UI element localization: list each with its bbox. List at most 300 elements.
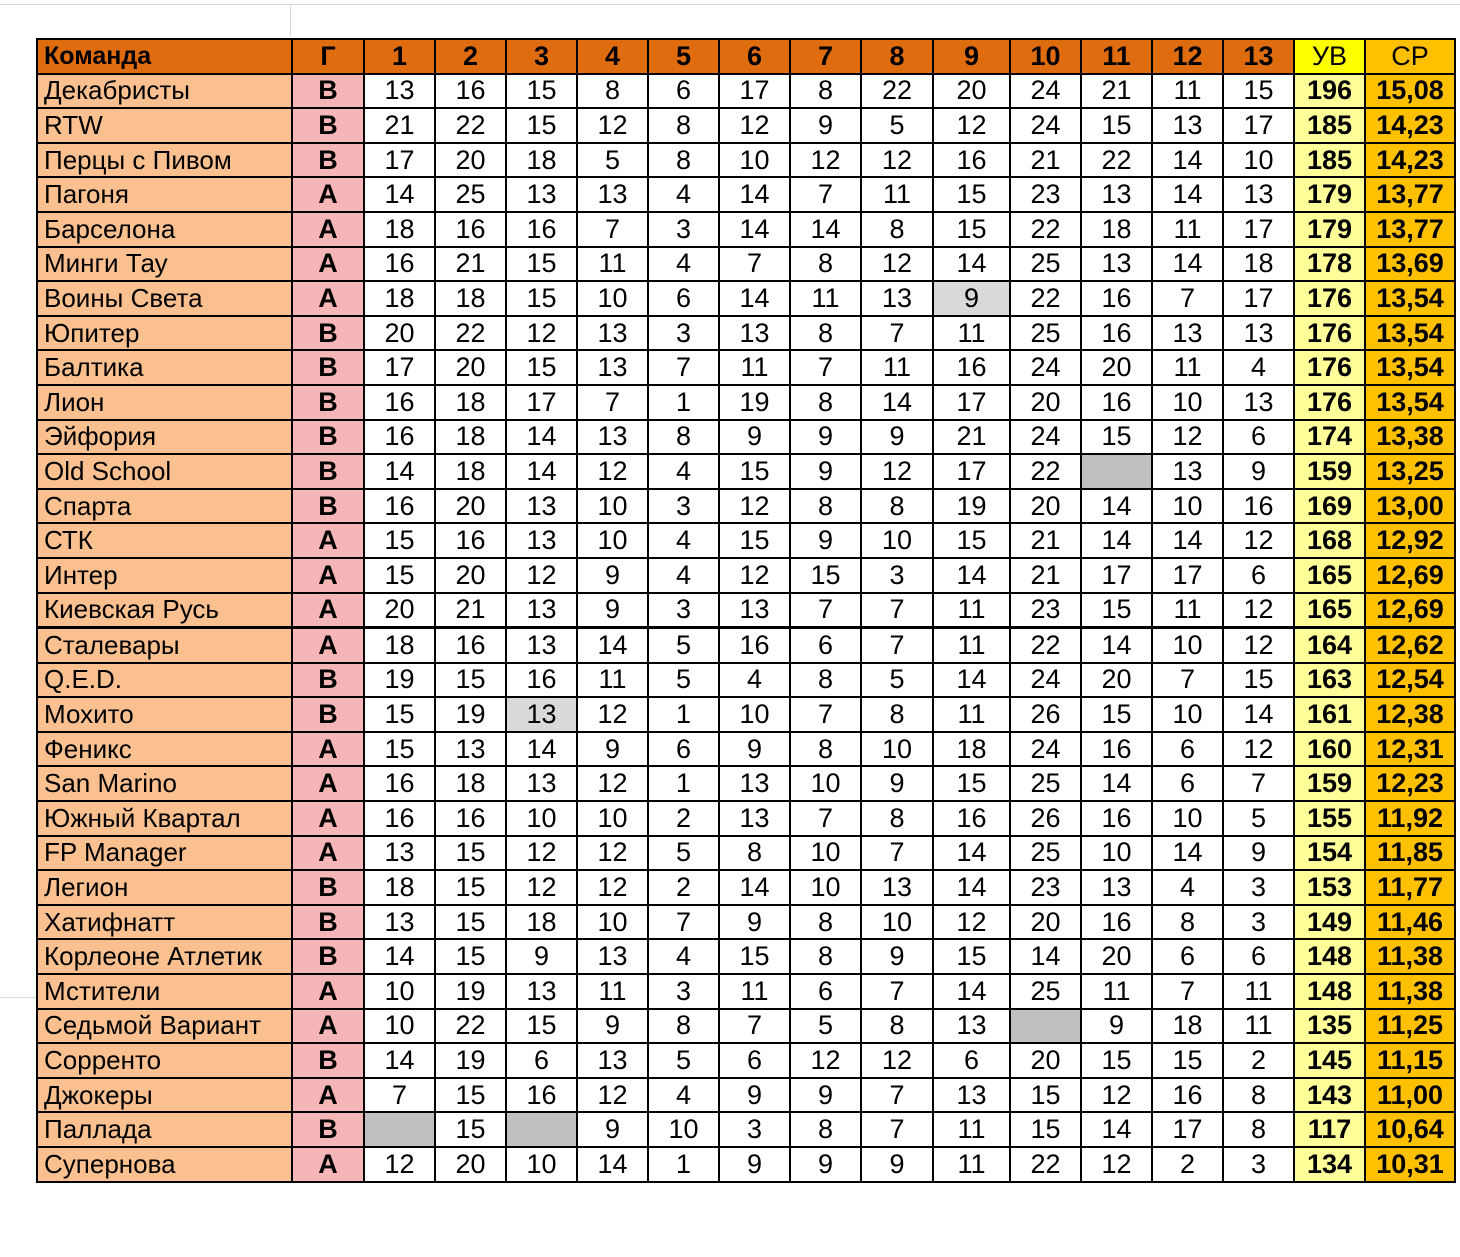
score-cell[interactable]: 12 xyxy=(719,108,790,143)
uv-total-cell[interactable]: 159 xyxy=(1294,454,1365,489)
score-cell[interactable]: 21 xyxy=(933,420,1010,455)
score-cell[interactable]: 8 xyxy=(1223,1078,1294,1113)
score-cell[interactable]: 11 xyxy=(790,281,861,316)
score-cell[interactable]: 22 xyxy=(1010,454,1081,489)
score-cell[interactable]: 10 xyxy=(577,523,648,558)
sr-average-cell[interactable]: 10,31 xyxy=(1365,1147,1455,1182)
score-cell[interactable]: 8 xyxy=(790,939,861,974)
score-cell[interactable]: 14 xyxy=(1152,177,1223,212)
team-name-cell[interactable]: Легион xyxy=(37,870,292,905)
score-cell[interactable]: 9 xyxy=(790,523,861,558)
round-column-header[interactable]: 1 xyxy=(364,39,435,74)
round-column-header[interactable]: 12 xyxy=(1152,39,1223,74)
score-cell[interactable]: 12 xyxy=(719,558,790,593)
score-cell[interactable]: 11 xyxy=(861,350,933,385)
uv-total-cell[interactable]: 160 xyxy=(1294,732,1365,767)
score-cell[interactable]: 5 xyxy=(648,836,719,871)
score-cell[interactable]: 9 xyxy=(861,1147,933,1182)
score-cell[interactable]: 13 xyxy=(1223,316,1294,351)
score-cell[interactable]: 11 xyxy=(719,350,790,385)
score-cell[interactable]: 19 xyxy=(435,697,506,732)
team-name-cell[interactable]: Джокеры xyxy=(37,1078,292,1113)
score-cell[interactable]: 14 xyxy=(861,385,933,420)
score-cell[interactable]: 16 xyxy=(364,247,435,282)
uv-total-cell[interactable]: 176 xyxy=(1294,316,1365,351)
group-cell[interactable]: А xyxy=(292,1147,364,1182)
score-cell[interactable]: 21 xyxy=(1010,523,1081,558)
score-cell[interactable]: 6 xyxy=(648,281,719,316)
round-column-header[interactable]: 2 xyxy=(435,39,506,74)
score-cell[interactable]: 19 xyxy=(435,1043,506,1078)
score-cell[interactable]: 15 xyxy=(1223,74,1294,109)
score-cell[interactable]: 15 xyxy=(506,108,577,143)
score-cell[interactable]: 13 xyxy=(506,766,577,801)
score-cell[interactable]: 15 xyxy=(435,939,506,974)
score-cell[interactable]: 16 xyxy=(1081,316,1152,351)
group-cell[interactable]: А xyxy=(292,836,364,871)
score-cell[interactable]: 9 xyxy=(577,593,648,628)
score-cell[interactable]: 14 xyxy=(1223,697,1294,732)
score-cell[interactable]: 13 xyxy=(719,316,790,351)
score-cell[interactable]: 15 xyxy=(506,281,577,316)
score-cell[interactable]: 12 xyxy=(719,489,790,524)
score-cell[interactable]: 12 xyxy=(1152,420,1223,455)
uv-total-cell[interactable]: 155 xyxy=(1294,801,1365,836)
score-cell[interactable]: 23 xyxy=(1010,593,1081,628)
team-name-cell[interactable]: Лион xyxy=(37,385,292,420)
round-column-header[interactable]: 6 xyxy=(719,39,790,74)
sr-average-cell[interactable]: 13,54 xyxy=(1365,350,1455,385)
score-cell[interactable]: 20 xyxy=(364,593,435,628)
score-cell[interactable]: 7 xyxy=(1223,766,1294,801)
score-cell[interactable]: 15 xyxy=(506,1009,577,1044)
sr-column-header[interactable]: СР xyxy=(1365,39,1455,74)
sr-average-cell[interactable]: 10,64 xyxy=(1365,1112,1455,1147)
score-cell[interactable]: 5 xyxy=(648,663,719,698)
score-cell[interactable]: 13 xyxy=(364,74,435,109)
score-cell[interactable]: 14 xyxy=(577,628,648,663)
sr-average-cell[interactable]: 12,69 xyxy=(1365,558,1455,593)
group-cell[interactable]: В xyxy=(292,870,364,905)
team-name-cell[interactable]: Воины Света xyxy=(37,281,292,316)
score-cell[interactable]: 17 xyxy=(933,454,1010,489)
round-column-header[interactable]: 10 xyxy=(1010,39,1081,74)
score-cell[interactable]: 8 xyxy=(1152,905,1223,940)
score-cell[interactable]: 3 xyxy=(1223,905,1294,940)
score-cell[interactable]: 14 xyxy=(933,663,1010,698)
score-cell[interactable]: 10 xyxy=(577,905,648,940)
score-cell[interactable]: 3 xyxy=(648,212,719,247)
score-cell[interactable]: 12 xyxy=(577,454,648,489)
score-cell[interactable]: 12 xyxy=(577,697,648,732)
sr-average-cell[interactable]: 13,69 xyxy=(1365,247,1455,282)
score-cell[interactable]: 7 xyxy=(861,836,933,871)
sr-average-cell[interactable]: 11,85 xyxy=(1365,836,1455,871)
team-name-cell[interactable]: Пагоня xyxy=(37,177,292,212)
score-cell[interactable]: 16 xyxy=(435,212,506,247)
score-cell[interactable]: 18 xyxy=(435,385,506,420)
score-cell[interactable]: 16 xyxy=(1081,281,1152,316)
score-cell[interactable]: 23 xyxy=(1010,870,1081,905)
score-cell[interactable]: 16 xyxy=(506,212,577,247)
score-cell[interactable]: 16 xyxy=(506,663,577,698)
team-name-cell[interactable]: Спарта xyxy=(37,489,292,524)
score-cell[interactable]: 13 xyxy=(1081,870,1152,905)
score-cell[interactable]: 7 xyxy=(790,350,861,385)
score-cell[interactable]: 16 xyxy=(435,628,506,663)
team-name-cell[interactable]: Седьмой Вариант xyxy=(37,1009,292,1044)
round-column-header[interactable]: 11 xyxy=(1081,39,1152,74)
score-cell[interactable]: 12 xyxy=(364,1147,435,1182)
score-cell[interactable]: 13 xyxy=(577,1043,648,1078)
score-cell[interactable]: 16 xyxy=(1081,732,1152,767)
score-cell[interactable]: 12 xyxy=(1081,1078,1152,1113)
team-name-cell[interactable]: Корлеоне Атлетик xyxy=(37,939,292,974)
score-cell[interactable]: 12 xyxy=(1223,593,1294,628)
score-cell[interactable]: 18 xyxy=(1223,247,1294,282)
group-cell[interactable]: А xyxy=(292,212,364,247)
score-cell[interactable]: 7 xyxy=(790,697,861,732)
score-cell[interactable]: 17 xyxy=(364,350,435,385)
score-cell[interactable]: 8 xyxy=(790,663,861,698)
group-cell[interactable]: В xyxy=(292,939,364,974)
score-cell[interactable]: 5 xyxy=(790,1009,861,1044)
score-cell[interactable]: 7 xyxy=(790,177,861,212)
score-cell[interactable]: 3 xyxy=(1223,1147,1294,1182)
score-cell[interactable]: 18 xyxy=(364,628,435,663)
score-cell[interactable]: 14 xyxy=(790,212,861,247)
score-cell[interactable]: 15 xyxy=(435,870,506,905)
score-cell[interactable]: 13 xyxy=(933,1009,1010,1044)
team-name-cell[interactable]: San Marino xyxy=(37,766,292,801)
score-cell[interactable]: 15 xyxy=(364,697,435,732)
score-cell[interactable]: 15 xyxy=(1081,420,1152,455)
group-cell[interactable]: В xyxy=(292,1043,364,1078)
uv-total-cell[interactable]: 165 xyxy=(1294,593,1365,628)
score-cell[interactable]: 8 xyxy=(790,316,861,351)
round-column-header[interactable]: 3 xyxy=(506,39,577,74)
score-cell[interactable]: 6 xyxy=(1152,732,1223,767)
score-cell[interactable]: 9 xyxy=(719,1078,790,1113)
uv-total-cell[interactable]: 165 xyxy=(1294,558,1365,593)
uv-total-cell[interactable]: 145 xyxy=(1294,1043,1365,1078)
score-cell[interactable]: 20 xyxy=(1010,905,1081,940)
score-cell[interactable]: 15 xyxy=(933,523,1010,558)
score-cell[interactable]: 8 xyxy=(577,74,648,109)
score-cell[interactable]: 1 xyxy=(648,1147,719,1182)
score-cell[interactable]: 16 xyxy=(435,523,506,558)
score-cell[interactable]: 9 xyxy=(577,558,648,593)
score-cell[interactable]: 21 xyxy=(364,108,435,143)
uv-total-cell[interactable]: 179 xyxy=(1294,177,1365,212)
score-cell[interactable]: 7 xyxy=(790,801,861,836)
score-cell[interactable]: 5 xyxy=(1223,801,1294,836)
score-cell[interactable]: 16 xyxy=(1081,905,1152,940)
uv-total-cell[interactable]: 174 xyxy=(1294,420,1365,455)
score-cell[interactable]: 19 xyxy=(933,489,1010,524)
score-cell[interactable]: 10 xyxy=(1152,801,1223,836)
score-cell[interactable]: 2 xyxy=(1152,1147,1223,1182)
score-cell[interactable]: 5 xyxy=(861,108,933,143)
score-cell[interactable]: 7 xyxy=(861,316,933,351)
score-cell[interactable]: 14 xyxy=(364,1043,435,1078)
score-cell[interactable]: 10 xyxy=(861,905,933,940)
group-cell[interactable]: А xyxy=(292,766,364,801)
score-cell[interactable]: 10 xyxy=(648,1112,719,1147)
score-cell[interactable]: 7 xyxy=(1152,974,1223,1009)
score-cell[interactable]: 12 xyxy=(861,454,933,489)
score-cell[interactable]: 14 xyxy=(364,454,435,489)
score-cell[interactable]: 12 xyxy=(1223,732,1294,767)
score-cell[interactable]: 16 xyxy=(435,74,506,109)
group-cell[interactable]: В xyxy=(292,1112,364,1147)
score-cell[interactable]: 17 xyxy=(364,143,435,178)
score-cell[interactable]: 3 xyxy=(648,316,719,351)
score-cell[interactable]: 14 xyxy=(364,177,435,212)
sr-average-cell[interactable]: 13,38 xyxy=(1365,420,1455,455)
score-cell[interactable]: 10 xyxy=(1152,489,1223,524)
team-name-cell[interactable]: Супернова xyxy=(37,1147,292,1182)
sr-average-cell[interactable]: 13,54 xyxy=(1365,316,1455,351)
team-name-cell[interactable]: Феникс xyxy=(37,732,292,767)
score-cell[interactable]: 4 xyxy=(1152,870,1223,905)
score-cell[interactable]: 10 xyxy=(790,766,861,801)
score-cell[interactable]: 12 xyxy=(1081,1147,1152,1182)
score-cell[interactable]: 8 xyxy=(1223,1112,1294,1147)
team-name-cell[interactable]: Мстители xyxy=(37,974,292,1009)
score-cell[interactable]: 13 xyxy=(506,523,577,558)
score-cell[interactable]: 16 xyxy=(719,628,790,663)
score-cell[interactable]: 10 xyxy=(1152,697,1223,732)
team-name-cell[interactable]: Декабристы xyxy=(37,74,292,109)
score-cell[interactable]: 7 xyxy=(719,247,790,282)
score-cell[interactable]: 12 xyxy=(506,836,577,871)
score-cell[interactable]: 8 xyxy=(648,420,719,455)
group-cell[interactable]: В xyxy=(292,663,364,698)
score-cell[interactable]: 6 xyxy=(1223,939,1294,974)
group-cell[interactable]: А xyxy=(292,593,364,628)
score-cell[interactable]: 12 xyxy=(577,108,648,143)
score-cell[interactable]: 2 xyxy=(648,801,719,836)
score-cell[interactable]: 14 xyxy=(933,974,1010,1009)
score-cell[interactable]: 15 xyxy=(435,1078,506,1113)
score-cell[interactable]: 9 xyxy=(577,1009,648,1044)
sr-average-cell[interactable]: 12,92 xyxy=(1365,523,1455,558)
score-cell[interactable]: 20 xyxy=(1081,350,1152,385)
team-name-cell[interactable]: Киевская Русь xyxy=(37,593,292,628)
score-cell[interactable]: 14 xyxy=(933,870,1010,905)
score-cell[interactable]: 24 xyxy=(1010,74,1081,109)
score-cell[interactable]: 20 xyxy=(933,74,1010,109)
score-cell[interactable]: 22 xyxy=(435,1009,506,1044)
group-cell[interactable]: А xyxy=(292,523,364,558)
score-cell[interactable]: 18 xyxy=(364,281,435,316)
uv-total-cell[interactable]: 154 xyxy=(1294,836,1365,871)
score-cell[interactable]: 14 xyxy=(1081,523,1152,558)
score-cell[interactable]: 14 xyxy=(933,247,1010,282)
score-cell[interactable]: 21 xyxy=(435,593,506,628)
score-cell[interactable]: 13 xyxy=(577,420,648,455)
score-cell[interactable]: 17 xyxy=(1152,1112,1223,1147)
group-cell[interactable]: А xyxy=(292,177,364,212)
score-cell[interactable]: 15 xyxy=(719,523,790,558)
team-name-cell[interactable]: Хатифнатт xyxy=(37,905,292,940)
score-cell[interactable]: 13 xyxy=(364,905,435,940)
score-cell[interactable]: 7 xyxy=(364,1078,435,1113)
score-cell[interactable]: 12 xyxy=(790,1043,861,1078)
score-cell[interactable]: 12 xyxy=(861,247,933,282)
score-cell[interactable]: 4 xyxy=(1223,350,1294,385)
score-cell[interactable]: 8 xyxy=(790,489,861,524)
score-cell[interactable]: 17 xyxy=(719,74,790,109)
score-cell[interactable]: 8 xyxy=(648,143,719,178)
score-cell[interactable]: 15 xyxy=(1081,1043,1152,1078)
score-cell[interactable]: 6 xyxy=(1152,939,1223,974)
score-cell[interactable]: 13 xyxy=(1223,177,1294,212)
score-cell[interactable]: 12 xyxy=(790,143,861,178)
score-cell[interactable]: 13 xyxy=(1152,108,1223,143)
score-cell[interactable]: 15 xyxy=(1081,108,1152,143)
score-cell[interactable]: 9 xyxy=(719,905,790,940)
score-cell[interactable]: 14 xyxy=(506,454,577,489)
score-cell[interactable] xyxy=(506,1112,577,1147)
score-cell[interactable]: 13 xyxy=(1152,316,1223,351)
sr-average-cell[interactable]: 15,08 xyxy=(1365,74,1455,109)
score-cell[interactable]: 8 xyxy=(861,801,933,836)
score-cell[interactable]: 15 xyxy=(790,558,861,593)
score-cell[interactable]: 13 xyxy=(364,836,435,871)
score-cell[interactable]: 21 xyxy=(1010,143,1081,178)
score-cell[interactable]: 4 xyxy=(648,1078,719,1113)
score-cell[interactable]: 13 xyxy=(719,801,790,836)
team-name-cell[interactable]: Old School xyxy=(37,454,292,489)
score-cell[interactable]: 11 xyxy=(1152,212,1223,247)
score-cell[interactable]: 18 xyxy=(364,870,435,905)
score-cell[interactable]: 11 xyxy=(577,974,648,1009)
score-cell[interactable]: 4 xyxy=(648,939,719,974)
score-cell[interactable]: 3 xyxy=(648,489,719,524)
sr-average-cell[interactable]: 13,77 xyxy=(1365,177,1455,212)
score-cell[interactable]: 7 xyxy=(790,593,861,628)
score-cell[interactable]: 8 xyxy=(790,247,861,282)
team-name-cell[interactable]: Перцы с Пивом xyxy=(37,143,292,178)
sr-average-cell[interactable]: 13,77 xyxy=(1365,212,1455,247)
sr-average-cell[interactable]: 11,38 xyxy=(1365,974,1455,1009)
score-cell[interactable]: 9 xyxy=(577,1112,648,1147)
score-cell[interactable]: 15 xyxy=(1010,1078,1081,1113)
score-cell[interactable]: 7 xyxy=(719,1009,790,1044)
score-cell[interactable]: 13 xyxy=(577,177,648,212)
sr-average-cell[interactable]: 13,25 xyxy=(1365,454,1455,489)
score-cell[interactable]: 14 xyxy=(719,212,790,247)
score-cell[interactable]: 22 xyxy=(1081,143,1152,178)
score-cell[interactable]: 13 xyxy=(577,316,648,351)
score-cell[interactable]: 15 xyxy=(1223,663,1294,698)
score-cell[interactable]: 25 xyxy=(435,177,506,212)
score-cell[interactable]: 15 xyxy=(719,454,790,489)
score-cell[interactable]: 13 xyxy=(506,593,577,628)
score-cell[interactable]: 12 xyxy=(1223,628,1294,663)
score-cell[interactable]: 14 xyxy=(506,420,577,455)
uv-total-cell[interactable]: 159 xyxy=(1294,766,1365,801)
score-cell[interactable]: 25 xyxy=(1010,247,1081,282)
score-cell[interactable]: 1 xyxy=(648,385,719,420)
sr-average-cell[interactable]: 11,46 xyxy=(1365,905,1455,940)
score-cell[interactable]: 9 xyxy=(1081,1009,1152,1044)
score-cell[interactable]: 10 xyxy=(719,143,790,178)
sr-average-cell[interactable]: 12,23 xyxy=(1365,766,1455,801)
score-cell[interactable]: 20 xyxy=(364,316,435,351)
team-name-cell[interactable]: Паллада xyxy=(37,1112,292,1147)
group-cell[interactable]: А xyxy=(292,732,364,767)
score-cell[interactable]: 15 xyxy=(435,1112,506,1147)
score-cell[interactable]: 14 xyxy=(1152,836,1223,871)
sr-average-cell[interactable]: 11,25 xyxy=(1365,1009,1455,1044)
score-cell[interactable]: 13 xyxy=(435,732,506,767)
score-cell[interactable]: 12 xyxy=(861,1043,933,1078)
score-cell[interactable]: 16 xyxy=(933,143,1010,178)
score-cell[interactable]: 11 xyxy=(577,663,648,698)
score-cell[interactable]: 14 xyxy=(577,1147,648,1182)
score-cell[interactable]: 4 xyxy=(648,523,719,558)
score-cell[interactable]: 15 xyxy=(364,732,435,767)
team-name-cell[interactable]: Балтика xyxy=(37,350,292,385)
team-name-cell[interactable]: Юпитер xyxy=(37,316,292,351)
round-column-header[interactable]: 4 xyxy=(577,39,648,74)
score-cell[interactable]: 7 xyxy=(861,1112,933,1147)
score-cell[interactable]: 18 xyxy=(933,732,1010,767)
sr-average-cell[interactable]: 12,69 xyxy=(1365,593,1455,628)
group-cell[interactable]: В xyxy=(292,350,364,385)
score-cell[interactable]: 14 xyxy=(1081,1112,1152,1147)
team-name-cell[interactable]: Q.E.D. xyxy=(37,663,292,698)
score-cell[interactable]: 22 xyxy=(435,316,506,351)
group-cell[interactable]: А xyxy=(292,974,364,1009)
score-cell[interactable]: 14 xyxy=(1081,628,1152,663)
score-cell[interactable]: 8 xyxy=(861,489,933,524)
score-cell[interactable]: 15 xyxy=(1081,593,1152,628)
score-cell[interactable]: 15 xyxy=(364,558,435,593)
round-column-header[interactable]: 9 xyxy=(933,39,1010,74)
round-column-header[interactable]: 13 xyxy=(1223,39,1294,74)
score-cell[interactable] xyxy=(364,1112,435,1147)
score-cell[interactable]: 10 xyxy=(719,697,790,732)
score-cell[interactable]: 12 xyxy=(933,108,1010,143)
score-cell[interactable]: 8 xyxy=(861,212,933,247)
score-cell[interactable]: 12 xyxy=(577,766,648,801)
score-cell[interactable]: 16 xyxy=(364,489,435,524)
team-name-cell[interactable]: СТК xyxy=(37,523,292,558)
score-cell[interactable]: 8 xyxy=(790,1112,861,1147)
score-cell[interactable]: 10 xyxy=(1152,385,1223,420)
score-cell[interactable]: 1 xyxy=(648,766,719,801)
score-cell[interactable]: 8 xyxy=(648,1009,719,1044)
uv-total-cell[interactable]: 176 xyxy=(1294,350,1365,385)
score-cell[interactable]: 15 xyxy=(933,212,1010,247)
group-cell[interactable]: В xyxy=(292,454,364,489)
score-cell[interactable]: 9 xyxy=(933,281,1010,316)
score-cell[interactable]: 1 xyxy=(648,697,719,732)
team-column-header[interactable]: Команда xyxy=(37,39,292,74)
score-cell[interactable]: 15 xyxy=(506,247,577,282)
group-cell[interactable]: В xyxy=(292,420,364,455)
score-cell[interactable]: 22 xyxy=(435,108,506,143)
score-cell[interactable]: 19 xyxy=(719,385,790,420)
score-cell[interactable]: 12 xyxy=(506,558,577,593)
score-cell[interactable]: 13 xyxy=(933,1078,1010,1113)
score-cell[interactable]: 24 xyxy=(1010,663,1081,698)
score-cell[interactable]: 5 xyxy=(577,143,648,178)
